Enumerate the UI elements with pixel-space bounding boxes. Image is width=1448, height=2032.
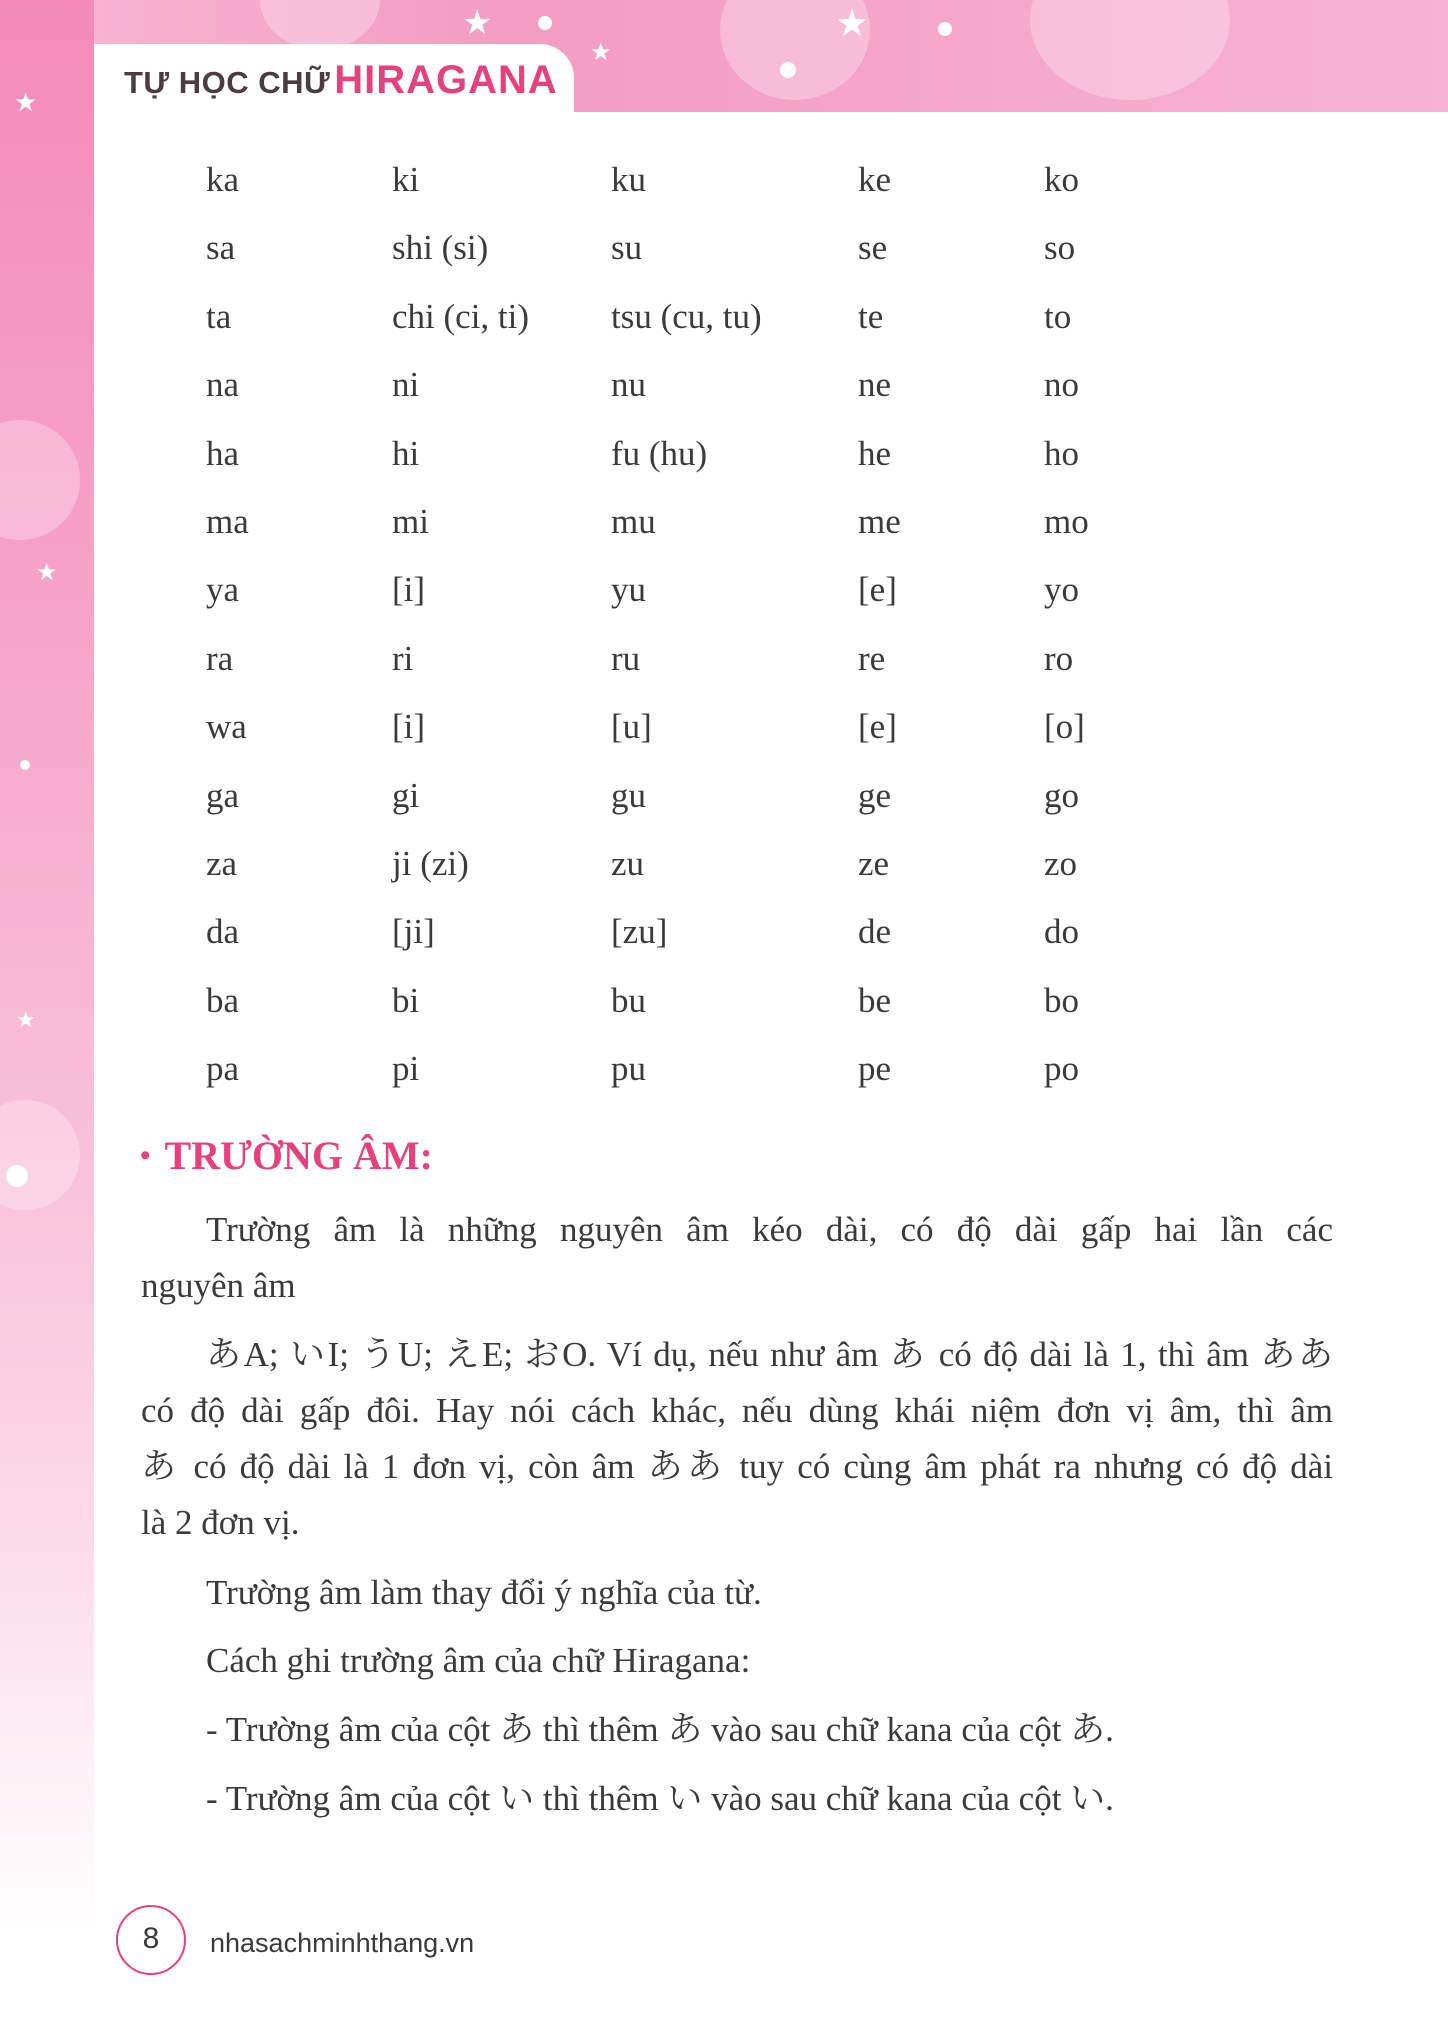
table-cell: pe xyxy=(858,1049,892,1089)
table-cell: ku xyxy=(611,160,646,199)
table-cell: ni xyxy=(392,365,420,405)
table-cell: ra xyxy=(206,638,234,678)
table-cell: ke xyxy=(858,160,892,199)
table-cell: [u] xyxy=(611,707,652,747)
page-number: 8 xyxy=(116,1905,186,1975)
table-cell: he xyxy=(858,433,892,473)
star-icon: ★ xyxy=(835,1,870,45)
table-cell: ka xyxy=(206,160,240,199)
star-icon: ★ xyxy=(590,38,612,66)
table-cell: ba xyxy=(206,980,240,1020)
table-cell: chi (ci, ti) xyxy=(392,296,530,336)
table-cell: me xyxy=(858,501,901,541)
table-cell: be xyxy=(858,980,892,1020)
star-icon: ★ xyxy=(36,558,58,586)
table-cell: ki xyxy=(392,160,420,199)
list-item: - Trường âm của cột あ thì thêm あ vào sau chữ kana của cột あ. xyxy=(206,1710,1114,1749)
table-cell: [i] xyxy=(392,707,426,747)
table-cell: ru xyxy=(611,638,641,678)
paragraph-line: có độ dài gấp đôi. Hay nói cách khác, nếu dùng khái niệm đơn vị âm, thì âm xyxy=(141,1391,1333,1430)
paragraph: Trường âm làm thay đổi ý nghĩa của từ. xyxy=(206,1573,762,1612)
table-cell: ji (zi) xyxy=(392,843,469,883)
paragraph-line: あA; いI; うU; えE; おO. Ví dụ, nếu như âm あ có độ dài là 1, thì âm ああ xyxy=(206,1335,1333,1374)
table-cell: re xyxy=(858,638,886,678)
table-cell: pa xyxy=(206,1049,240,1089)
table-cell: yu xyxy=(611,570,646,610)
table-cell: ko xyxy=(1044,160,1079,199)
table-cell: [zu] xyxy=(611,912,668,952)
table-cell: bu xyxy=(611,980,646,1020)
page-title xyxy=(124,58,558,103)
table-cell: na xyxy=(206,365,240,405)
table-cell: ga xyxy=(206,775,240,815)
paragraph xyxy=(141,1327,1333,1551)
table-cell: wa xyxy=(206,707,247,747)
table-cell: pu xyxy=(611,1049,646,1089)
table-cell: ze xyxy=(858,843,890,883)
decorative-dot xyxy=(938,22,952,36)
table-cell: da xyxy=(206,912,240,952)
table-cell: so xyxy=(1044,228,1076,268)
website-link[interactable]: nhasachminhthang.vn xyxy=(210,1928,475,1958)
table-cell: [e] xyxy=(858,570,897,610)
section-heading xyxy=(140,1132,433,1179)
table-cell: mu xyxy=(611,501,656,541)
table-cell: [ji] xyxy=(392,912,435,952)
table-cell: ya xyxy=(206,570,240,610)
table-cell: yo xyxy=(1044,570,1079,610)
table-cell: tsu (cu, tu) xyxy=(611,296,762,336)
paragraph-line: là 2 đơn vị. xyxy=(141,1503,300,1542)
section-heading-text: TRƯỜNG ÂM: xyxy=(164,1133,433,1178)
table-cell: do xyxy=(1044,912,1079,952)
decorative-left-band xyxy=(0,0,94,2032)
table-cell: gi xyxy=(392,775,420,815)
title-main: HIRAGANA xyxy=(334,58,558,102)
table-cell: te xyxy=(858,296,884,336)
table-cell: no xyxy=(1044,365,1079,405)
table-cell: bo xyxy=(1044,980,1079,1020)
table-cell: ta xyxy=(206,296,232,336)
list-item: - Trường âm của cột い thì thêm い vào sau chữ kana của cột い. xyxy=(206,1779,1114,1818)
paragraph xyxy=(141,1202,1333,1314)
table-cell: ne xyxy=(858,365,892,405)
table-cell: bi xyxy=(392,980,420,1020)
decorative-dot xyxy=(538,16,552,30)
table-cell: ge xyxy=(858,775,892,815)
paragraph-line: あ có độ dài là 1 đơn vị, còn âm ああ tuy có cùng âm phát ra nhưng có độ dài xyxy=(141,1447,1333,1486)
decorative-dot xyxy=(6,1165,28,1187)
table-cell: mo xyxy=(1044,501,1089,541)
table-cell: zo xyxy=(1044,843,1078,883)
table-cell: mi xyxy=(392,501,429,541)
table-cell: gu xyxy=(611,775,646,815)
table-cell: ma xyxy=(206,501,249,541)
star-icon: ★ xyxy=(16,1008,36,1033)
table-cell: su xyxy=(611,228,643,268)
table-cell: hi xyxy=(392,433,420,473)
table-cell: nu xyxy=(611,365,646,405)
table-cell: [i] xyxy=(392,570,426,610)
paragraph-line: Trường âm là những nguyên âm kéo dài, có độ dài gấp hai lần các xyxy=(206,1210,1333,1249)
table-cell: shi (si) xyxy=(392,228,489,268)
table-cell: ho xyxy=(1044,433,1079,473)
table-cell: [o] xyxy=(1044,707,1085,747)
table-cell: za xyxy=(206,843,238,883)
table-cell: pi xyxy=(392,1049,420,1089)
paragraph-line: nguyên âm xyxy=(141,1266,296,1305)
decorative-dot xyxy=(780,62,796,78)
table-cell: fu (hu) xyxy=(611,433,708,473)
title-prefix: TỰ HỌC CHỮ xyxy=(124,65,331,100)
table-cell: to xyxy=(1044,296,1072,336)
star-icon: ★ xyxy=(462,3,493,43)
table-cell: [e] xyxy=(858,707,897,747)
table-cell: se xyxy=(858,228,888,268)
table-cell: po xyxy=(1044,1049,1079,1089)
paragraph: Cách ghi trường âm của chữ Hiragana: xyxy=(206,1641,751,1680)
bullet-icon: • xyxy=(140,1139,151,1172)
table-cell: ha xyxy=(206,433,240,473)
table-cell: go xyxy=(1044,775,1079,815)
table-cell: zu xyxy=(611,843,645,883)
decorative-dot xyxy=(20,760,30,770)
table-cell: de xyxy=(858,912,892,952)
table-cell: ri xyxy=(392,638,414,678)
table-cell: sa xyxy=(206,228,236,268)
star-icon: ★ xyxy=(14,88,38,118)
table-cell: ro xyxy=(1044,638,1074,678)
